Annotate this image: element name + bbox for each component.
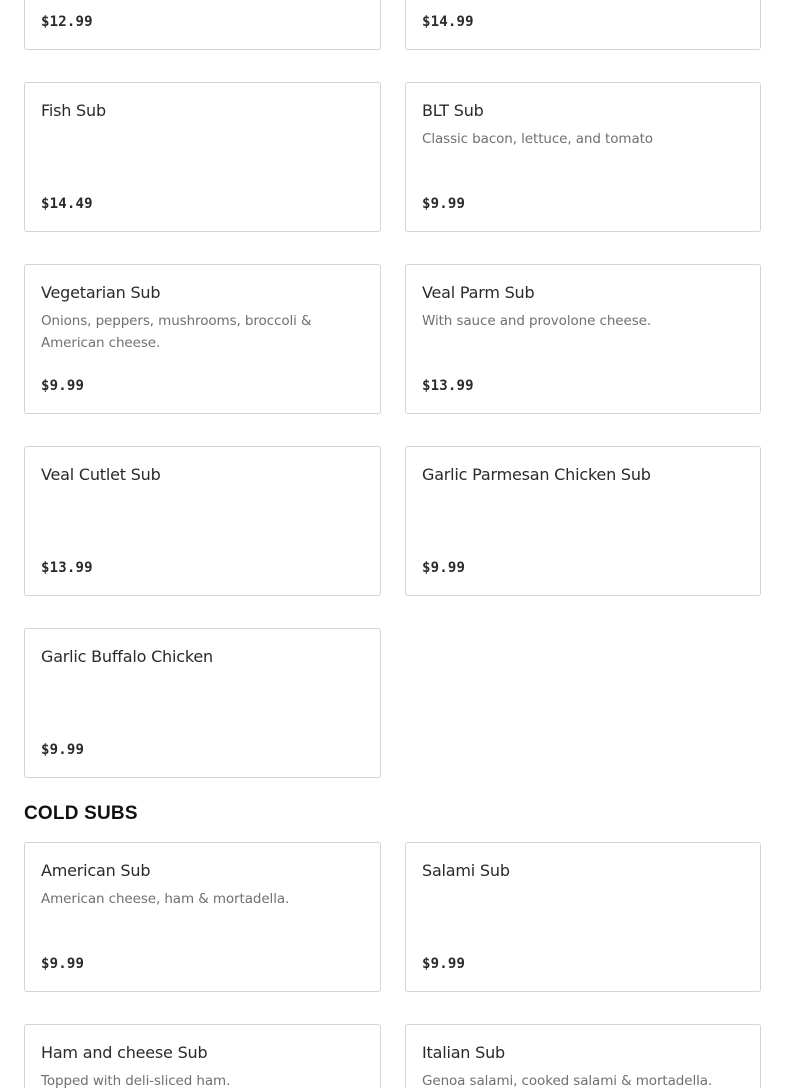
menu-item-name: Ham and cheese Sub [41, 1043, 208, 1062]
menu-item-card[interactable] [405, 264, 761, 414]
menu-item-name: American Sub [41, 861, 151, 880]
menu-item-card[interactable] [405, 0, 761, 50]
menu-item-name: Salami Sub [422, 861, 510, 880]
menu-item-card[interactable] [405, 1024, 761, 1088]
menu-item-price: $14.99 [422, 14, 474, 30]
menu-item-price: $9.99 [422, 560, 466, 576]
menu-item-price: $9.99 [422, 956, 466, 972]
menu-item-price: $12.99 [41, 14, 93, 30]
section-title-cold-subs: COLD SUBS [24, 803, 138, 824]
menu-item-name: Veal Cutlet Sub [41, 465, 161, 484]
menu-item-card[interactable] [24, 446, 381, 596]
menu-item-description: With sauce and provolone cheese. [422, 313, 652, 329]
menu-item-description: Genoa salami, cooked salami & mortadella. [422, 1073, 713, 1088]
menu-item-description: American cheese, ham & mortadella. [41, 891, 290, 907]
menu-item-card[interactable] [24, 82, 381, 232]
menu-item-card[interactable] [24, 264, 381, 414]
menu-item-price: $9.99 [41, 378, 85, 394]
menu-item-card[interactable] [405, 82, 761, 232]
menu-item-price: $13.99 [422, 378, 474, 394]
menu-item-price: $13.99 [41, 560, 93, 576]
menu-item-card[interactable] [405, 842, 761, 992]
menu-item-name: Vegetarian Sub [41, 283, 161, 302]
menu-item-name: Veal Parm Sub [422, 283, 535, 302]
menu-item-name: Garlic Parmesan Chicken Sub [422, 465, 651, 484]
menu-item-description: Topped with deli-sliced ham. [41, 1073, 231, 1088]
menu-item-card[interactable] [24, 1024, 381, 1088]
menu-item-price: $9.99 [41, 742, 85, 758]
menu-item-name: BLT Sub [422, 101, 484, 120]
menu-item-card[interactable] [24, 0, 381, 50]
menu-item-name: Italian Sub [422, 1043, 505, 1062]
menu-item-name: Fish Sub [41, 101, 106, 120]
menu-item-price: $9.99 [41, 956, 85, 972]
menu-item-description: Onions, peppers, mushrooms, broccoli & American cheese. [41, 313, 312, 351]
menu-item-name: Garlic Buffalo Chicken [41, 647, 213, 666]
menu-item-card[interactable] [405, 446, 761, 596]
menu-item-price: $9.99 [422, 196, 466, 212]
menu-item-card[interactable] [24, 842, 381, 992]
menu-item-card[interactable] [24, 628, 381, 778]
menu-item-description: Classic bacon, lettuce, and tomato [422, 131, 653, 147]
menu-item-price: $14.49 [41, 196, 93, 212]
